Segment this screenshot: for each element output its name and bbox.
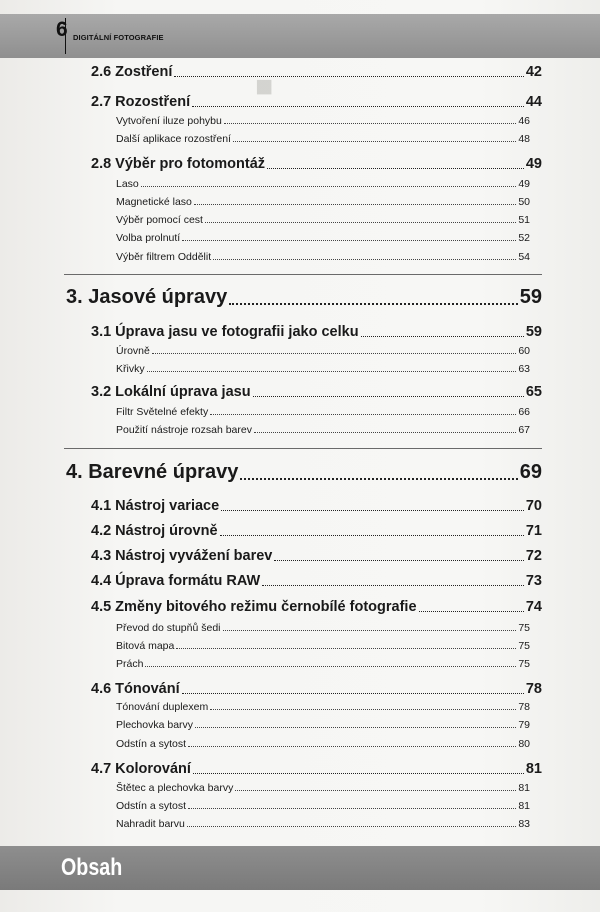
toc-entry-page: 80 <box>518 738 530 750</box>
dot-leader <box>147 371 517 372</box>
toc-entry-page: 50 <box>518 196 530 208</box>
toc-section <box>91 320 542 340</box>
page-number: 6 <box>56 18 68 41</box>
toc-entry-page: 54 <box>518 251 530 263</box>
running-head: DIGITÁLNÍ FOTOGRAFIE <box>73 33 164 42</box>
toc-section <box>91 380 542 400</box>
footer-title: Obsah <box>61 854 123 881</box>
toc-entry-label: Bitová mapa <box>116 640 175 652</box>
toc-subsection <box>116 779 530 794</box>
dot-leader <box>182 240 516 241</box>
dot-leader <box>205 222 516 223</box>
toc-entry-label: Magnetické laso <box>116 196 192 208</box>
toc-subsection <box>116 360 530 375</box>
toc-entry-label: Křivky <box>116 363 145 375</box>
toc-subsection <box>116 619 530 634</box>
toc-entry-label: Převod do stupňů šedi <box>116 622 221 634</box>
toc-entry-label: 2.8 Výběr pro fotomontáž <box>91 156 266 172</box>
toc-subsection <box>116 342 530 357</box>
toc-entry-label: 2.6 Zostření <box>91 64 173 80</box>
dot-leader <box>224 123 516 124</box>
toc-entry-page: 49 <box>525 156 542 172</box>
toc-entry-page: 70 <box>525 498 542 514</box>
dot-leader <box>221 510 524 511</box>
dot-leader <box>233 141 516 142</box>
dot-leader <box>210 414 516 415</box>
toc-subsection <box>116 815 530 830</box>
toc-entry-page: 66 <box>518 406 530 418</box>
toc-entry-label: Další aplikace rozostření <box>116 133 231 145</box>
toc-subsection <box>116 735 530 750</box>
toc-subsection <box>116 211 530 226</box>
dot-leader <box>223 630 517 631</box>
toc-entry-label: 3.1 Úprava jasu ve fotografii jako celku <box>91 324 359 340</box>
toc-entry-page: 72 <box>525 548 542 564</box>
toc-section <box>91 152 542 172</box>
toc-entry-label: 4. Barevné úpravy <box>66 461 239 483</box>
toc-subsection <box>116 421 530 436</box>
dot-leader <box>220 535 524 536</box>
toc-entry-label: Plechovka barvy <box>116 719 194 731</box>
dot-leader <box>262 585 524 586</box>
section-divider <box>64 448 542 449</box>
toc-subsection <box>116 130 530 145</box>
toc-subsection <box>116 193 530 208</box>
dot-leader <box>141 186 517 187</box>
toc-entry-label: 4.4 Úprava formátu RAW <box>91 573 261 589</box>
toc-entry-page: 63 <box>518 363 530 375</box>
dot-leader <box>235 790 516 791</box>
toc-section <box>91 757 542 777</box>
dot-leader <box>253 396 524 397</box>
toc-entry-page: 59 <box>525 324 542 340</box>
dot-leader <box>229 303 518 305</box>
toc-entry-label: Výběr pomocí cest <box>116 214 203 226</box>
toc-section <box>91 544 542 564</box>
toc-entry-page: 75 <box>518 658 530 670</box>
toc-entry-page: 44 <box>525 94 542 110</box>
toc-subsection <box>116 175 530 190</box>
toc-entry-label: Štětec a plechovka barvy <box>116 782 234 794</box>
toc-subsection <box>116 655 530 670</box>
dot-leader <box>174 76 523 77</box>
dot-leader <box>419 611 524 612</box>
dot-leader <box>267 168 524 169</box>
toc-entry-page: 60 <box>518 345 530 357</box>
toc-entry-page: 71 <box>525 523 542 539</box>
toc-entry-page: 78 <box>525 681 542 697</box>
toc-entry-page: 51 <box>518 214 530 226</box>
toc-entry-label: Úrovně <box>116 345 150 357</box>
toc-entry-label: Prách <box>116 658 144 670</box>
dot-leader <box>240 478 517 480</box>
toc-entry-page: 74 <box>525 599 542 615</box>
toc-subsection <box>116 698 530 713</box>
dot-leader <box>188 746 516 747</box>
toc-entry-page: 65 <box>525 384 542 400</box>
dot-leader <box>145 666 516 667</box>
toc-entry-page: 67 <box>518 424 530 436</box>
toc-entry-label: 4.3 Nástroj vyvážení barev <box>91 548 273 564</box>
toc-subsection <box>116 248 530 263</box>
toc-chapter <box>66 283 542 309</box>
toc-entry-label: 4.7 Kolorování <box>91 761 191 777</box>
toc-entry-label: 3. Jasové úpravy <box>66 286 228 308</box>
dot-leader <box>192 106 524 107</box>
dot-leader <box>361 336 524 337</box>
toc-entry-page: 46 <box>518 115 530 127</box>
toc-entry-page: 42 <box>525 64 542 80</box>
toc-subsection <box>116 637 530 652</box>
toc-entry-page: 83 <box>518 818 530 830</box>
toc-section <box>91 494 542 514</box>
toc-entry-page: 81 <box>518 782 530 794</box>
toc-entry-page: 81 <box>518 800 530 812</box>
dot-leader <box>152 353 516 354</box>
toc-section <box>91 569 542 589</box>
toc-entry-page: 59 <box>519 286 542 308</box>
toc-entry-label: Vytvoření iluze pohybu <box>116 115 222 127</box>
dot-leader <box>194 204 516 205</box>
toc-entry-label: 4.5 Změny bitového režimu černobílé fotografie <box>91 599 417 615</box>
toc-entry-label: Použití nástroje rozsah barev <box>116 424 252 436</box>
toc-entry-label: 4.6 Tónování <box>91 681 180 697</box>
toc-section <box>91 595 542 615</box>
bleed-through-mark: ■ <box>255 70 274 103</box>
toc-entry-page: 49 <box>518 178 530 190</box>
toc-entry-label: Filtr Světelné efekty <box>116 406 209 418</box>
toc-section <box>91 60 542 80</box>
toc-entry-label: 4.1 Nástroj variace <box>91 498 220 514</box>
dot-leader <box>213 259 516 260</box>
toc-entry-label: Nahradit barvu <box>116 818 185 830</box>
toc-section <box>91 677 542 697</box>
toc-entry-page: 52 <box>518 232 530 244</box>
toc-entry-label: Odstín a sytost <box>116 800 187 812</box>
toc-entry-label: Odstín a sytost <box>116 738 187 750</box>
toc-entry-label: Výběr filtrem Oddělit <box>116 251 212 263</box>
toc-entry-label: 4.2 Nástroj úrovně <box>91 523 218 539</box>
toc-subsection <box>116 403 530 418</box>
toc-entry-page: 79 <box>518 719 530 731</box>
toc-entry-label: Tónování duplexem <box>116 701 209 713</box>
toc-section <box>91 519 542 539</box>
dot-leader <box>193 773 524 774</box>
toc-subsection <box>116 716 530 731</box>
dot-leader <box>182 693 524 694</box>
toc-entry-label: 2.7 Rozostření <box>91 94 191 110</box>
toc-entry-page: 69 <box>519 461 542 483</box>
toc-entry-page: 48 <box>518 133 530 145</box>
section-divider <box>64 274 542 275</box>
dot-leader <box>188 808 516 809</box>
dot-leader <box>176 648 516 649</box>
toc-entry-page: 81 <box>525 761 542 777</box>
dot-leader <box>187 826 516 827</box>
toc-subsection <box>116 112 530 127</box>
dot-leader <box>210 709 516 710</box>
toc-subsection <box>116 797 530 812</box>
toc-entry-page: 75 <box>518 622 530 634</box>
toc-entry-page: 73 <box>525 573 542 589</box>
toc-entry-label: Laso <box>116 178 139 190</box>
toc-subsection <box>116 229 530 244</box>
dot-leader <box>195 727 516 728</box>
dot-leader <box>254 432 516 433</box>
toc-entry-page: 78 <box>518 701 530 713</box>
dot-leader <box>274 560 524 561</box>
toc-entry-page: 75 <box>518 640 530 652</box>
toc-section <box>91 90 542 110</box>
toc-entry-label: Volba prolnutí <box>116 232 181 244</box>
toc-chapter <box>66 458 542 484</box>
toc-entry-label: 3.2 Lokální úprava jasu <box>91 384 251 400</box>
